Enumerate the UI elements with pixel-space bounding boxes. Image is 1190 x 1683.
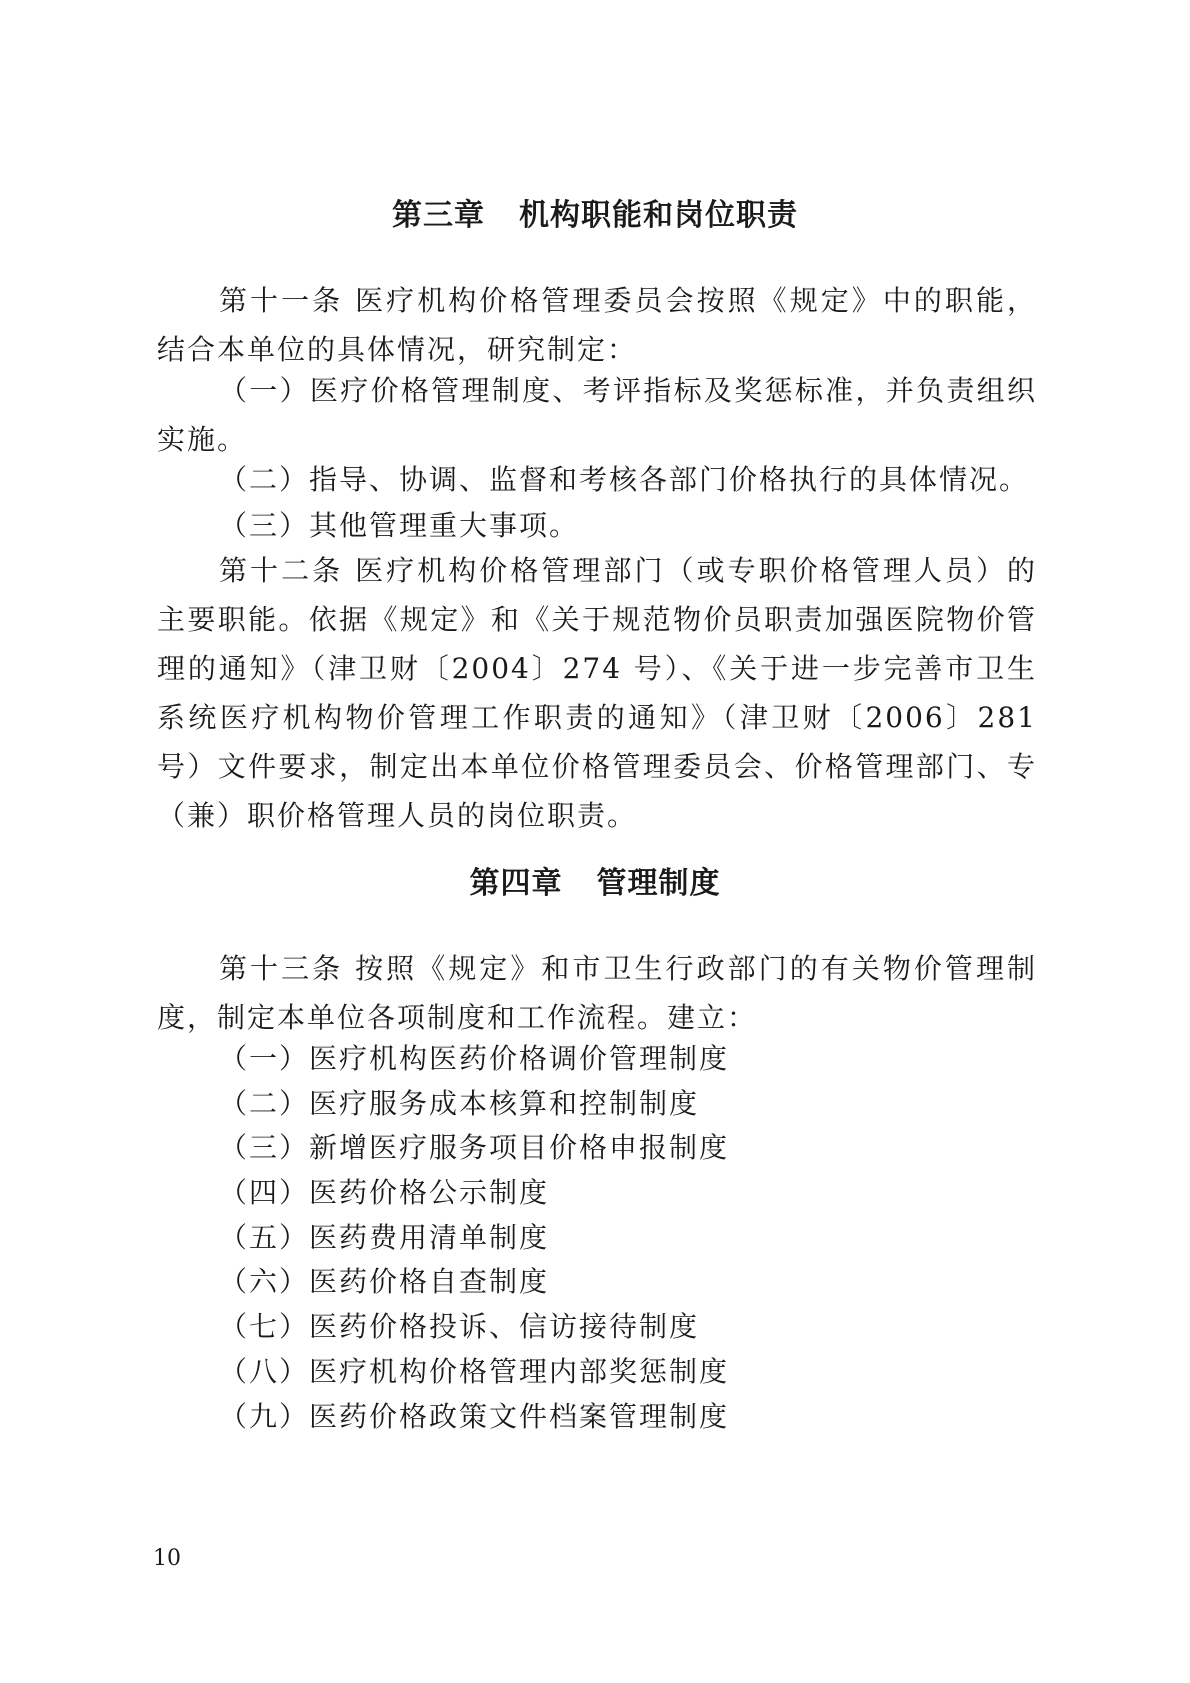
article-13-item-5: （五）医药费用清单制度 <box>219 1221 550 1254</box>
article-11-lead: 第十一条 医疗机构价格管理委员会按照《规定》中的职能，结合本单位的具体情况，研究制定： <box>157 284 1037 366</box>
page-number: 10 <box>153 1546 181 1571</box>
article-13-item-4: （四）医药价格公示制度 <box>219 1176 550 1209</box>
article-13-item-9: （九）医药价格政策文件档案管理制度 <box>219 1400 730 1433</box>
chapter-3-title: 机构职能和岗位职责 <box>519 198 798 233</box>
article-13-item-1: （一）医疗机构医药价格调价管理制度 <box>219 1042 730 1075</box>
article-13-lead: 第十三条 按照《规定》和市卫生行政部门的有关物价管理制度，制定本单位各项制度和工作流程。建立： <box>157 952 1037 1034</box>
article-13-item-2: （二）医疗服务成本核算和控制制度 <box>219 1087 700 1120</box>
chapter-3-heading <box>0 190 1190 234</box>
article-13-item-3: （三）新增医疗服务项目价格申报制度 <box>219 1131 730 1164</box>
article-11-item-3: （三）其他管理重大事项。 <box>219 509 580 542</box>
article-13-item-6: （六）医药价格自查制度 <box>219 1265 550 1298</box>
chapter-4-title: 管理制度 <box>596 866 721 901</box>
article-13-item-8: （八）医疗机构价格管理内部奖惩制度 <box>219 1355 730 1388</box>
article-11-item-1: （一）医疗价格管理制度、考评指标及奖惩标准，并负责组织实施。 <box>157 374 1037 456</box>
article-13-item-7: （七）医药价格投诉、信访接待制度 <box>219 1310 700 1343</box>
chapter-4-heading <box>0 858 1190 902</box>
article-12-text: 第十二条 医疗机构价格管理部门（或专职价格管理人员）的主要职能。依据《规定》和《关于规范物价员职责加强医院物价管理的通知》（津卫财〔2004〕274 号）、《关于进一步完善市卫生系统医疗机构物价管理工作职责的通知》（津卫财〔2006〕281 号）文件要求，制定出本单位价格管理委员会、价格管理部门、专（兼）职价格管理人员的岗位职责。 <box>157 554 1037 832</box>
article-11-item-2: （二）指导、协调、监督和考核各部门价格执行的具体情况。 <box>219 463 1030 496</box>
chapter-3-number: 第三章 <box>392 198 485 233</box>
chapter-4-number: 第四章 <box>469 866 563 901</box>
